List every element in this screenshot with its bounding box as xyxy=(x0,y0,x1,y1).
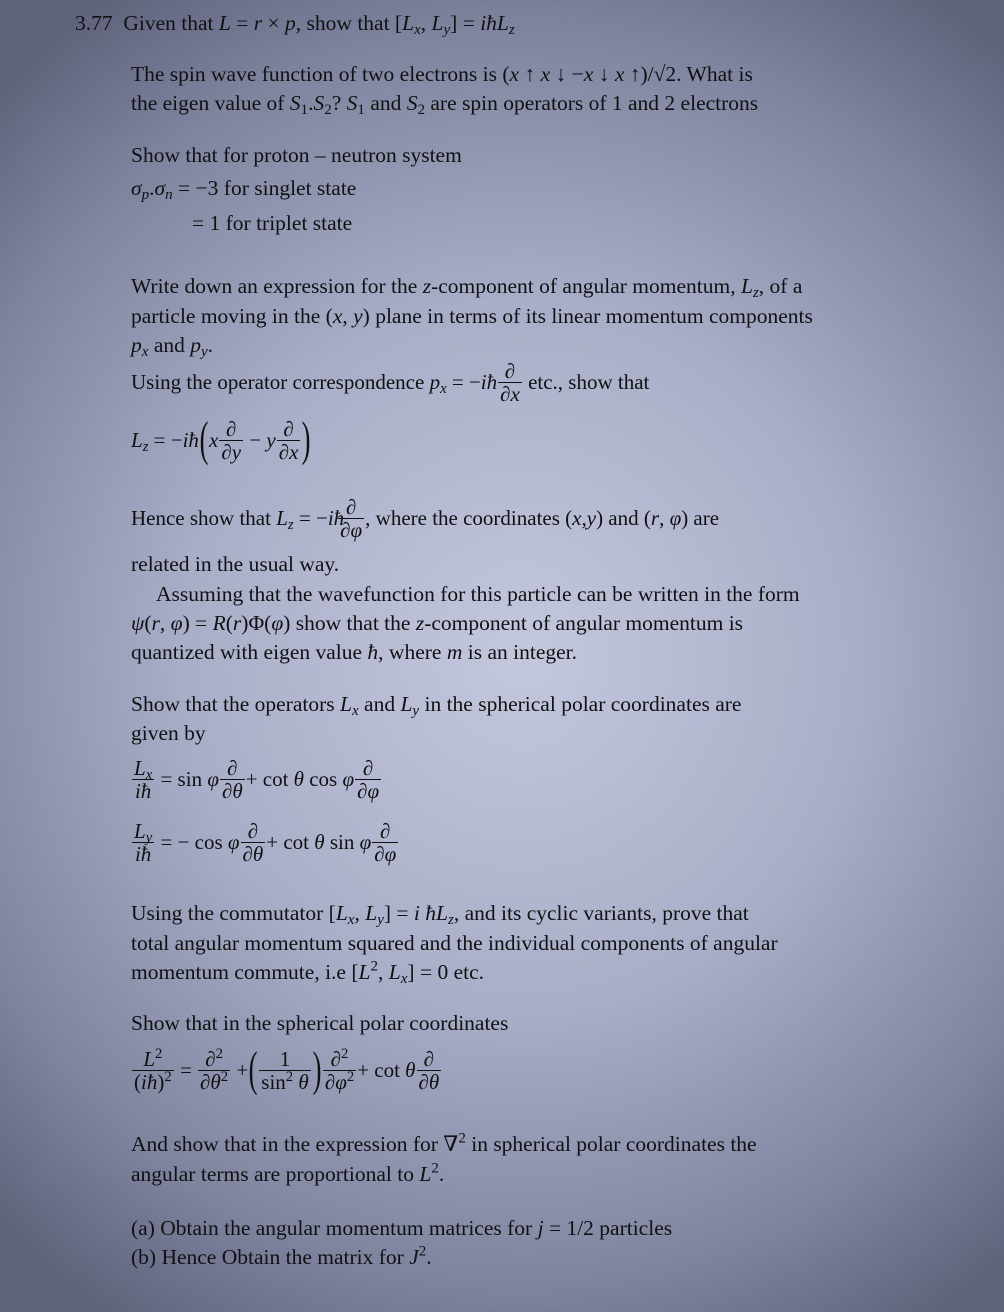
proton-line-3: = 1 for triplet state xyxy=(192,211,353,235)
nabla-line-2: angular terms are proportional to $L^2$. xyxy=(131,1160,445,1186)
assume-line-3: quantized with eigen value ħ, where m is an integer. xyxy=(131,640,577,664)
ly-formula: $\frac{L_y}{iħ}$ = − cos φ $\frac{\partial}{\partial\theta}$ + cot θ sin φ $\frac{\partial}{\partial\varphi}$ xyxy=(134,819,397,867)
l2-formula: $\frac{L^2}{(iħ)^2}$ = $\frac{\partial^2}{\partial\theta^2}$ + ( $\frac{1}{\sin^2 \theta}$ ) $\frac{\partial^2}{\partial\varphi^2}$ + cot θ $\frac{\partial}{\partial\theta}$ xyxy=(134,1043,440,1097)
lx-formula: $\frac{L_x}{iħ}$ = sin φ $\frac{\partial}{\partial\theta}$ + cot θ cos φ $\frac{\partial}{\partial\varphi}$ xyxy=(134,756,380,804)
spin-line-1: The spin wave function of two electrons is (x ↑ x ↓ −x ↓ x ↑)/√2. What is xyxy=(131,62,753,86)
problem-header-text: Given that L = r × p, show that [$L_x$, $L_y$] = iħL$_z$ xyxy=(118,11,515,39)
lz-line-3: $p_x$ and $p_y$. xyxy=(131,333,214,361)
proton-line-2: $\sigma_p.\sigma_n = -3$ for singlet state xyxy=(131,176,357,204)
lz-line-2: particle moving in the (x, y) plane in terms of its linear momentum components xyxy=(131,304,813,328)
lz-formula: $L_z$ = −iħ ( x $\frac{\partial}{\partial y}$ − y $\frac{\partial}{\partial x}$ ) xyxy=(131,413,311,467)
comm-line-1: Using the commutator [$L_x$, $L_y] = i$ $ħL_z$, and its cyclic variants, prove that xyxy=(131,901,749,929)
part-a: (a) Obtain the angular momentum matrices for j = 1/2 particles xyxy=(131,1216,673,1240)
ops-line-2: given by xyxy=(131,721,206,745)
comm-line-2: total angular momentum squared and the individual components of angular xyxy=(131,931,778,955)
assume-line-2: ψ(r, φ) = R(r)Φ(φ) show that the z-component of angular momentum is xyxy=(131,611,744,635)
spin-line-2: the eigen value of $S_1.S_2$? $S_1$ and $S_2$ are spin operators of 1 and 2 electrons xyxy=(131,91,759,119)
comm-line-3: momentum commute, i.e [$L^2$, $L_x] = 0$ etc. xyxy=(131,958,484,988)
problem-header xyxy=(75,9,515,37)
sph-line: Show that in the spherical polar coordinates xyxy=(131,1011,509,1035)
problem-number: 3.77 xyxy=(75,11,113,35)
assume-line-1: Assuming that the wavefunction for this particle can be written in the form xyxy=(156,582,800,606)
lz-line-1: Write down an expression for the z-component of angular momentum, $L_z$, of a xyxy=(131,274,803,302)
part-b: (b) Hence Obtain the matrix for $J^2$. xyxy=(131,1243,432,1269)
hence-line-1: Hence show that $L_z$ = −iħ $\frac{\partial}{\partial\varphi}$ , where the coordinates (x,y) and (r, φ) are xyxy=(131,495,720,543)
hence-line-2: related in the usual way. xyxy=(131,552,340,576)
proton-line-1: Show that for proton – neutron system xyxy=(131,143,462,167)
operator-correspondence-line: Using the operator correspondence $p_x$ = −iħ $\frac{\partial}{\partial x}$ etc., show that xyxy=(131,359,650,407)
nabla-line-1: And show that in the expression for ∇$^2$ in spherical polar coordinates the xyxy=(131,1130,757,1156)
ops-line-1: Show that the operators $L_x$ and $L_y$ in the spherical polar coordinates are xyxy=(131,692,742,720)
